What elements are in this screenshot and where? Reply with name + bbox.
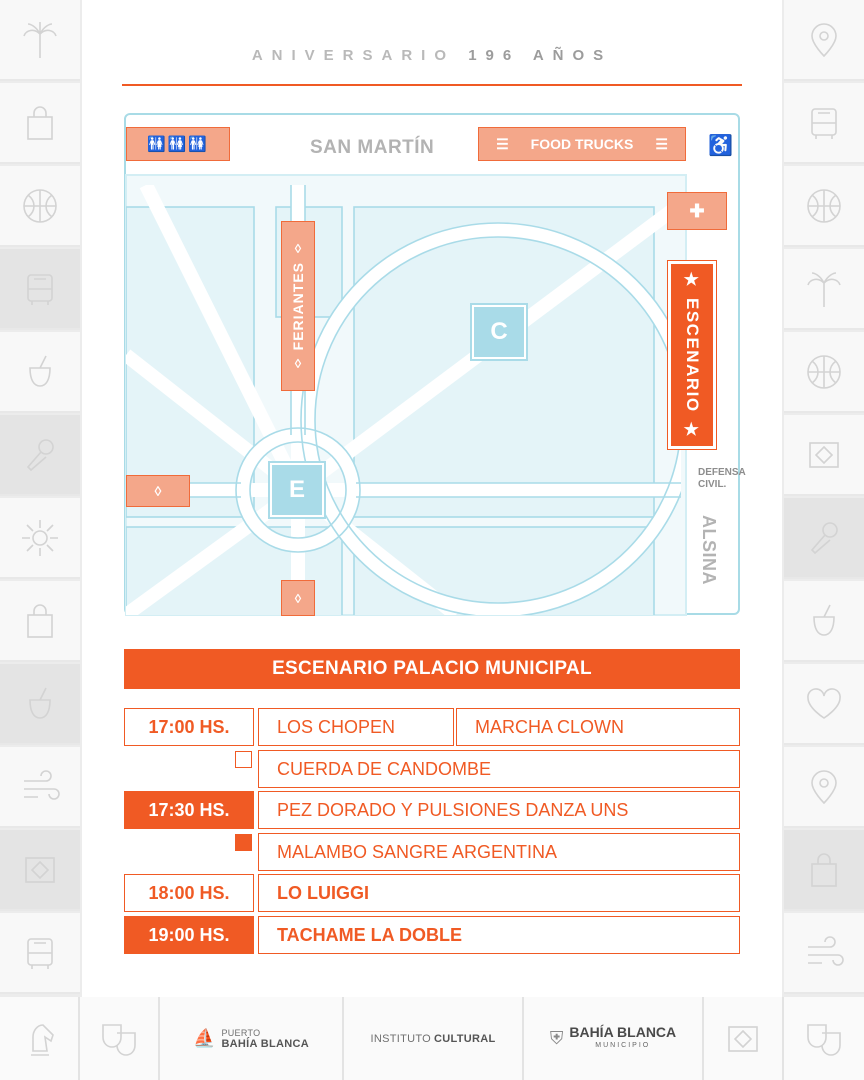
plaza-layout — [126, 115, 746, 613]
tag-icon: ◊ — [294, 590, 302, 606]
street-san-martin: SAN MARTÍN — [310, 137, 435, 158]
feriantes-label: FERIANTES — [290, 261, 306, 351]
schedule-title: ESCENARIO PALACIO MUNICIPAL — [124, 649, 740, 689]
bus-icon — [0, 249, 80, 330]
civil-defense-label: DEFENSA CIVIL. — [698, 467, 746, 490]
vendor-tag-marker — [126, 475, 190, 507]
act-cell: TACHAME LA DOBLE — [258, 916, 740, 954]
puerto-line2: BAHÍA BLANCA — [221, 1037, 309, 1050]
stage-marker — [668, 261, 716, 449]
title-light: ANIVERSARIO — [251, 47, 456, 64]
time-slot: 18:00 HS. — [124, 874, 254, 912]
event-map — [124, 113, 746, 615]
act-cell: LOS CHOPEN — [258, 708, 454, 746]
crest-icon: ⛨ — [549, 1028, 564, 1048]
page-title — [82, 47, 782, 64]
street-alsina: ALSINA — [699, 515, 719, 585]
tag-icon: ◊ — [294, 356, 302, 372]
wind-icon — [0, 747, 80, 828]
chess-knight-icon — [0, 997, 80, 1080]
food-trucks-marker — [478, 127, 686, 161]
microphone-icon — [0, 415, 80, 496]
puerto-line1: PUERTO — [221, 1027, 261, 1038]
star-icon: ★ — [683, 269, 701, 289]
poster-panel — [82, 0, 782, 997]
instituto-bold: CULTURAL — [434, 1032, 496, 1045]
act-cell: PEZ DORADO Y PULSIONES DANZA UNS — [258, 791, 740, 829]
municipio-line2: MUNICIPIO — [595, 1041, 651, 1049]
bus-icon — [0, 913, 80, 994]
palm-tree-icon — [0, 0, 80, 81]
mate-icon — [0, 664, 80, 745]
restroom-icon: 🚻🚻🚻 — [146, 136, 210, 153]
zone-c-marker: C — [472, 305, 526, 359]
heart-icon — [784, 664, 864, 745]
act-cell: MARCHA CLOWN — [456, 708, 740, 746]
restrooms-marker — [126, 127, 230, 161]
star-icon: ★ — [683, 420, 701, 440]
slot-marker — [235, 834, 252, 851]
map-pin-icon — [784, 0, 864, 81]
palm-tree-icon — [784, 249, 864, 330]
vendor-tag-marker-bottom — [281, 580, 315, 616]
tag-icon: ◊ — [294, 240, 302, 256]
right-decor-column — [784, 0, 864, 1080]
title-bold: 196 AÑOS — [468, 47, 613, 64]
mate-icon — [0, 332, 80, 413]
slot-marker — [235, 751, 252, 768]
time-slot: 17:00 HS. — [124, 708, 254, 746]
theater-masks-icon — [784, 997, 864, 1080]
rug-icon — [0, 830, 80, 911]
act-cell: LO LUIGGI — [258, 874, 740, 912]
left-decor-column — [0, 0, 80, 1080]
basketball-icon — [784, 166, 864, 247]
mate-icon — [784, 581, 864, 662]
burger-icon: ☰ — [496, 135, 509, 152]
tag-icon: ◊ — [154, 483, 162, 499]
act-cell: CUERDA DE CANDOMBE — [258, 750, 740, 788]
sun-icon — [0, 498, 80, 579]
shopping-bag-icon — [0, 581, 80, 662]
map-pin-icon — [784, 747, 864, 828]
sponsor-bar — [0, 997, 864, 1080]
wheelchair-icon: ♿ — [708, 135, 733, 157]
municipio-line1: BAHÍA BLANCA — [569, 1023, 677, 1040]
microphone-icon — [784, 498, 864, 579]
time-slot: 17:30 HS. — [124, 791, 254, 829]
instituto-light: INSTITUTO — [370, 1032, 432, 1045]
ship-icon: ⛵ — [193, 1028, 216, 1048]
ambulance-marker — [667, 192, 727, 230]
shopping-bag-icon — [0, 83, 80, 164]
stage-label: ESCENARIO — [683, 297, 702, 413]
ambulance-icon: ✚ — [689, 200, 705, 221]
feriantes-marker — [281, 221, 315, 391]
wind-icon — [784, 913, 864, 994]
bus-icon — [784, 83, 864, 164]
burger-icon: ☰ — [655, 135, 668, 152]
municipio-logo — [524, 997, 704, 1080]
act-cell: MALAMBO SANGRE ARGENTINA — [258, 833, 740, 871]
instituto-logo — [344, 997, 524, 1080]
basketball-icon — [0, 166, 80, 247]
rug-icon — [784, 415, 864, 496]
puerto-logo — [160, 997, 344, 1080]
shopping-bag-icon — [784, 830, 864, 911]
rug-icon — [704, 997, 784, 1080]
basketball-icon — [784, 332, 864, 413]
time-slot: 19:00 HS. — [124, 916, 254, 954]
food-trucks-label: FOOD TRUCKS — [530, 136, 634, 152]
title-divider — [122, 84, 742, 86]
theater-masks-icon — [80, 997, 160, 1080]
zone-e-marker: E — [270, 463, 324, 517]
